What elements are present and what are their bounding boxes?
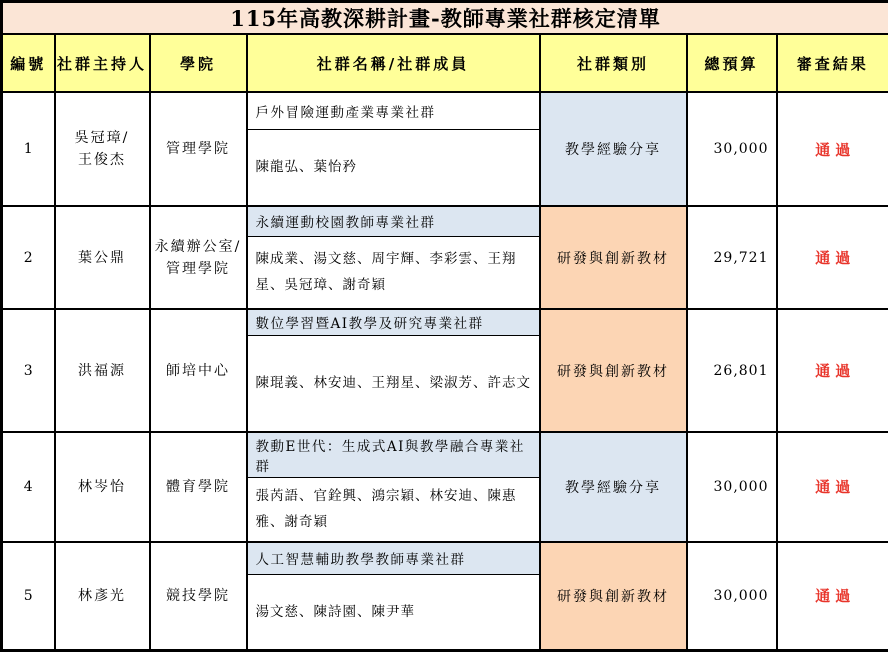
category-cell: 教學經驗分享 [540,92,687,206]
host-cell [55,432,150,542]
host-line: 王俊杰 [56,149,149,171]
budget-cell: 30,000 [687,542,777,651]
table-row [2,206,888,236]
table-row [2,92,888,129]
host-line: 林岑怡 [56,476,149,498]
college-cell [150,206,247,309]
college-cell [150,542,247,651]
members-cell: 陳龍弘、葉怡矜 [247,129,540,206]
members-cell: 陳琨義、林安迪、王翔星、梁淑芳、許志文 [247,335,540,432]
row-number: 2 [2,206,55,309]
budget-cell: 26,801 [687,309,777,432]
college-cell [150,92,247,206]
community-name-cell: 教動E世代：生成式AI與教學融合專業社群 [247,432,540,478]
host-line: 葉公鼎 [56,247,149,269]
row-number: 5 [2,542,55,651]
host-cell [55,206,150,309]
result-cell: 通過 [777,542,888,651]
budget-cell: 29,721 [687,206,777,309]
col-header-category: 社群類別 [540,34,687,92]
college-cell [150,432,247,542]
col-header-result: 審查結果 [777,34,888,92]
community-name-cell: 永續運動校園教師專業社群 [247,206,540,236]
row-number: 3 [2,309,55,432]
col-header-host: 社群主持人 [55,34,150,92]
members-cell: 湯文慈、陳詩園、陳尹華 [247,575,540,651]
budget-cell: 30,000 [687,92,777,206]
members-cell: 陳成業、湯文慈、周宇輝、李彩雲、王翔星、吳冠璋、謝奇穎 [247,236,540,309]
college-line: 管理學院 [151,138,246,160]
result-cell: 通過 [777,432,888,542]
row-number: 4 [2,432,55,542]
community-name-cell: 數位學習暨AI教學及研究專業社群 [247,309,540,335]
category-cell: 研發與創新教材 [540,206,687,309]
col-header-number: 編號 [2,34,55,92]
table-row [2,309,888,335]
host-line: 吳冠璋/ [56,127,149,149]
community-name-cell: 人工智慧輔助教學教師專業社群 [247,542,540,575]
community-name-cell: 戶外冒險運動產業專業社群 [247,92,540,129]
page-title: 115年高教深耕計畫-教師專業社群核定清單 [2,2,888,35]
result-cell: 通過 [777,92,888,206]
college-line: 體育學院 [151,476,246,498]
result-cell: 通過 [777,309,888,432]
table-row [2,432,888,478]
members-cell: 張芮語、官銓興、鴻宗穎、林安迪、陳惠雅、謝奇穎 [247,478,540,542]
col-header-college: 學院 [150,34,247,92]
result-cell: 通過 [777,206,888,309]
college-line: 競技學院 [151,585,246,607]
col-header-community-name-members: 社群名稱/社群成員 [247,34,540,92]
table-row [2,542,888,575]
category-cell: 研發與創新教材 [540,309,687,432]
host-line: 洪福源 [56,360,149,382]
col-header-budget: 總預算 [687,34,777,92]
category-cell: 教學經驗分享 [540,432,687,542]
host-cell [55,92,150,206]
host-cell [55,309,150,432]
host-line: 林彥光 [56,585,149,607]
college-line: 師培中心 [151,360,246,382]
category-cell: 研發與創新教材 [540,542,687,651]
table-header-row [2,34,888,92]
budget-cell: 30,000 [687,432,777,542]
college-line: 管理學院 [151,258,246,280]
row-number: 1 [2,92,55,206]
college-cell [150,309,247,432]
college-line: 永續辦公室/ [151,236,246,258]
host-cell [55,542,150,651]
